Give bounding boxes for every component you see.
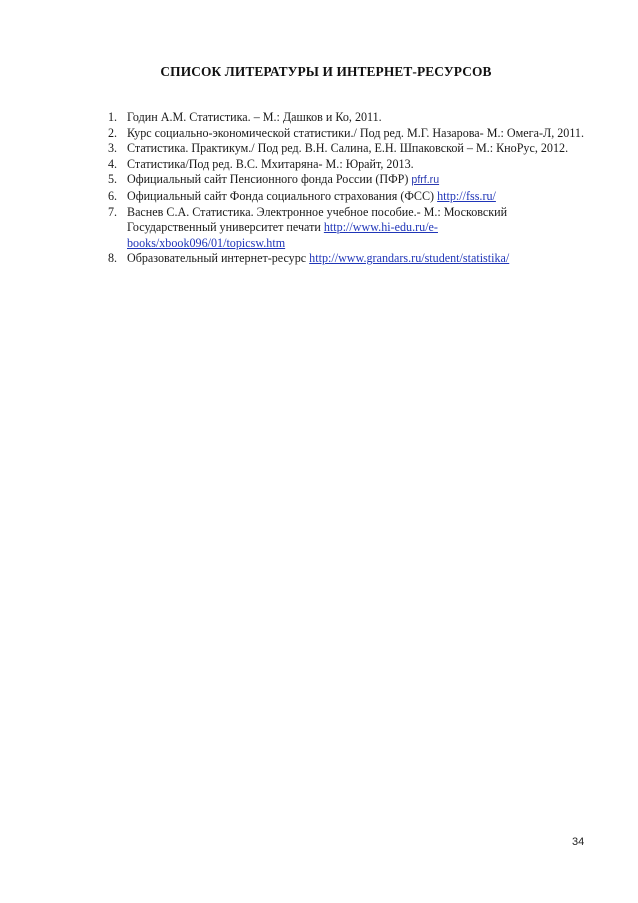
- list-item: [108, 157, 590, 173]
- list-item-number: 1.: [108, 110, 118, 124]
- reference-text: Статистика. Практикум./ Под ред. В.Н. Салина, Е.Н. Шпаковской – М.: КноРус, 2012.: [127, 141, 569, 156]
- reference-text: Курс социально-экономической статистики./ Под ред. М.Г. Назарова- М.: Омега-Л, 2011.: [127, 125, 585, 140]
- page-number: 34: [572, 836, 585, 848]
- list-item-number: 2.: [108, 125, 118, 140]
- pfr-website-link[interactable]: pfrf.ru: [411, 174, 440, 187]
- list-item: [108, 172, 590, 189]
- list-item: [108, 126, 590, 142]
- reference-text: Образовательный интернет-ресурс: [127, 251, 310, 266]
- list-item-text: [127, 157, 590, 173]
- fss-website-link[interactable]: http://fss.ru/: [437, 188, 496, 203]
- reference-text: Официальный сайт Фонда социального страхования (ФСС): [127, 188, 438, 203]
- list-item: [108, 251, 590, 267]
- list-item-text: [127, 126, 590, 142]
- grandars-link[interactable]: http://www.grandars.ru/student/statistika/: [309, 251, 510, 266]
- list-item-text: [127, 141, 590, 157]
- list-item-number: 4.: [108, 156, 118, 171]
- list-item-number: 8.: [108, 251, 118, 266]
- list-item: [108, 205, 590, 252]
- reference-text: Васнев С.А. Статистика. Электронное учебное пособие.- М.: Московский Государственный университет печати: [127, 204, 508, 235]
- list-item-number: 7.: [108, 204, 118, 219]
- hi-edu-textbook-link[interactable]: http://www.hi-edu.ru/e-books/xbook096/01/topicsw.htm: [127, 220, 438, 250]
- list-item-text: [127, 189, 590, 205]
- list-item-number: 3.: [108, 141, 118, 156]
- list-item-text: [127, 251, 590, 267]
- list-item-text: [127, 205, 590, 252]
- list-item: [108, 189, 590, 205]
- reference-text: Годин А.М. Статистика. – М.: Дашков и Ко, 2011.: [127, 110, 382, 124]
- list-item-text: [127, 172, 590, 189]
- list-item-number: 5.: [108, 172, 118, 187]
- page-title: СПИСОК ЛИТЕРАТУРЫ И ИНТЕРНЕТ-РЕСУРСОВ: [160, 64, 492, 79]
- list-item-text: [127, 110, 590, 126]
- reference-text: Статистика/Под ред. В.С. Мхитаряна- М.: Юрайт, 2013.: [127, 156, 414, 171]
- reference-list: [108, 110, 590, 267]
- list-item: [108, 141, 590, 157]
- reference-text: Официальный сайт Пенсионного фонда России (ПФР): [127, 172, 412, 187]
- list-item: [108, 110, 590, 126]
- list-item-number: 6.: [108, 188, 118, 203]
